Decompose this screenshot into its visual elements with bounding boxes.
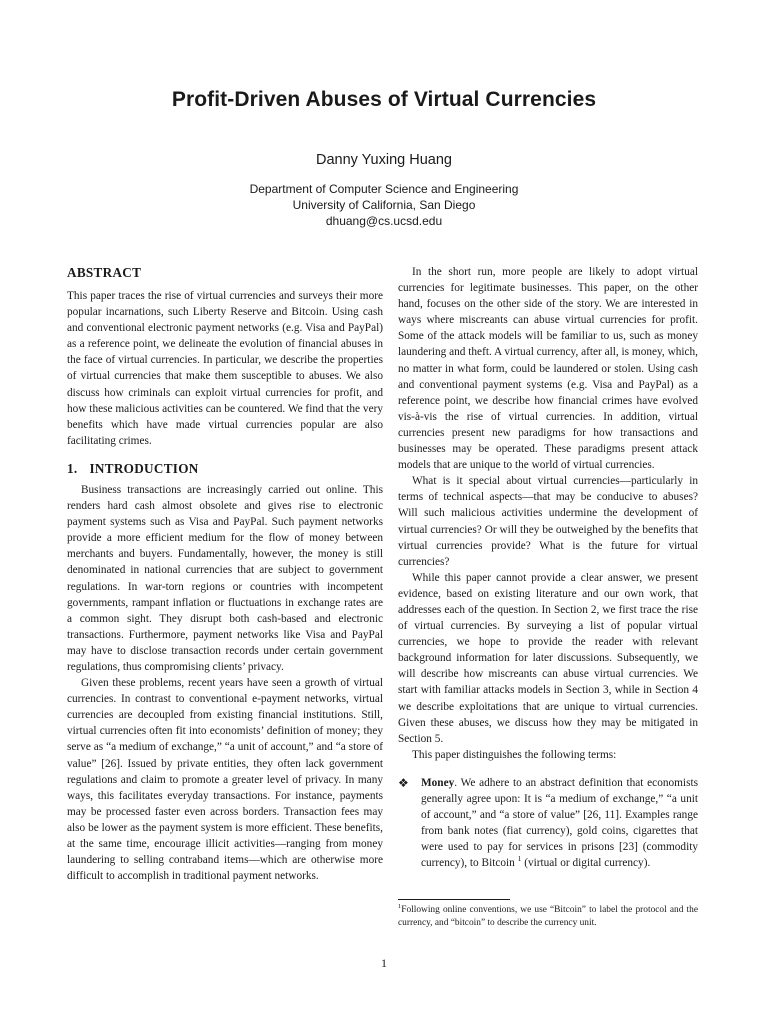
introduction-heading [67,460,383,478]
footnote [398,904,698,930]
abstract-text: This paper traces the rise of virtual currencies and surveys their more popular incarnations, such Liberty Reserve and Bitcoin. Using cash and conventional electronic payment networks (e.g. Visa and PayPal) as a reference point, we delineate the evolution of financial abuses in the face of virtual currencies. In particular, we describe the properties of virtual currencies that make them susceptible to abuses. We also discuss how criminals can exploit virtual currencies for profit, and how these malicious activities can be countered. We find that the very benefits which have made virtual currencies popular are also facilitating crimes. [67,290,383,447]
intro-paragraph-6: This paper distinguishes the following terms: [412,748,617,761]
author-name: Danny Yuxing Huang [316,152,452,168]
affiliation-block [0,181,768,229]
footnote-reference: 1 [517,854,522,864]
section-title: INTRODUCTION [89,460,199,476]
department: Department of Computer Science and Engineering [249,182,519,196]
footnote-text: Following online conventions, we use “Bitcoin” to label the protocol and the currency, and “bitcoin” to describe the currency unit. [398,905,698,928]
definition-tail: (virtual or digital currency). [521,857,651,870]
intro-paragraph-3: In the short run, more people are likely to adopt virtual currencies for legitimate businesses. This paper, on the other hand, focuses on the other side of the story. We are interested in ways where miscreants can abuse virtual currencies for profit. Some of the attack models will be familiar to us, such as money laundering and theft. A virtual currency, after all, is money, which, no matter in what form, could be laundered or stolen. Using cash and conventional payment systems (e.g. Visa and PayPal) as a reference point, we describe how financial crimes have evolved vis-à-vis the rise of virtual currencies. In addition, virtual currencies present new paradigms for how transactions and businesses may be operated. These paradigms present attack models that are unique to the world of virtual currencies. [398,266,699,472]
right-column [398,264,698,871]
definition-list-item [398,775,698,872]
university: University of California, San Diego [292,198,476,212]
footnote-rule [398,899,510,900]
intro-paragraph-5: While this paper cannot provide a clear answer, we present evidence, based on existing literature and our own work, that addresses each of the question. In Section 2, we first trace the rise of virtual currencies. By surveying a list of popular virtual currencies, we hope to provide the reader with relevant background information for later discussions. Subsequently, we will describe how miscreants can abuse virtual currencies. We start with familiar attacks models in Section 3, while in Section 4 we describe exploitations that are unique to virtual currencies. Given these abuses, we discuss how they may be mitigated in Section 5. [398,571,698,745]
intro-paragraph-1: Business transactions are increasingly carried out online. This renders hard cash almost obsolete and gives rise to electronic payment systems such as Visa and PayPal. Such payment networks provide a more efficient medium for the flow of money between merchants and buyers. Fundamentally, however, the money is still denominated in national currencies that are subject to government regulations. In war-torn regions or countries with incompetent governments, rampant inflation or fluctuations in exchange rates are a common sight. They disrupt both cash-based and electronic transactions. Furthermore, payment networks like Visa and PayPal may have to disclose transaction records under certain government regulations, thus compromising clients’ privacy. [67,483,383,673]
definition-term: Money [421,776,455,789]
intro-paragraph-2: Given these problems, recent years have seen a growth of virtual currencies. In contrast to conventional e-payment networks, virtual currencies are decoupled from existing financial institutions. Still, virtual currencies often fit into economists’ definition of money; they serve as “a medium of exchange,” “a unit of account,” and “a store of value” [26]. Issued by private entities, they often lack government regulations and claim to promote a greater level of privacy. In many ways, this facilitates everyday transactions. For instance, payments may be processed faster even across borders. Transaction fees may also be lower as the payment system is more efficient. These benefits, at the same time, encourage illicit activities—ranging from money laundering to selling contraband items—which are otherwise more difficult to accomplish in traditional payment networks. [67,677,383,883]
left-column [67,264,383,884]
page-number: 1 [381,956,387,970]
footnote-marker: 1 [398,902,402,910]
paper-title: Profit-Driven Abuses of Virtual Currencies [171,88,597,111]
intro-paragraph-4: What is it special about virtual currencies—particularly in terms of technical aspects—that may be conducive to abuses? Will such malicious activities undermine the development of virtual currencies? Or will they be outweighed by the benefits that virtual currencies provide? What is the future for virtual currencies? [398,475,698,568]
abstract-heading: ABSTRACT [67,265,142,280]
section-number: 1. [67,460,78,476]
diamond-bullet-icon: ❖ [398,775,409,790]
definition-text: . We adhere to an abstract definition that economists generally agree upon: It is “a medium of exchange,” “a unit of account,” and “a store of value” [26, 11]. Examples range from bank notes (fiat currency), gold coins, cigarettes that were used to pay for services in prisons [23] (commodity currency), to Bitcoin [421,776,698,870]
author-email: dhuang@cs.ucsd.edu [325,214,443,228]
